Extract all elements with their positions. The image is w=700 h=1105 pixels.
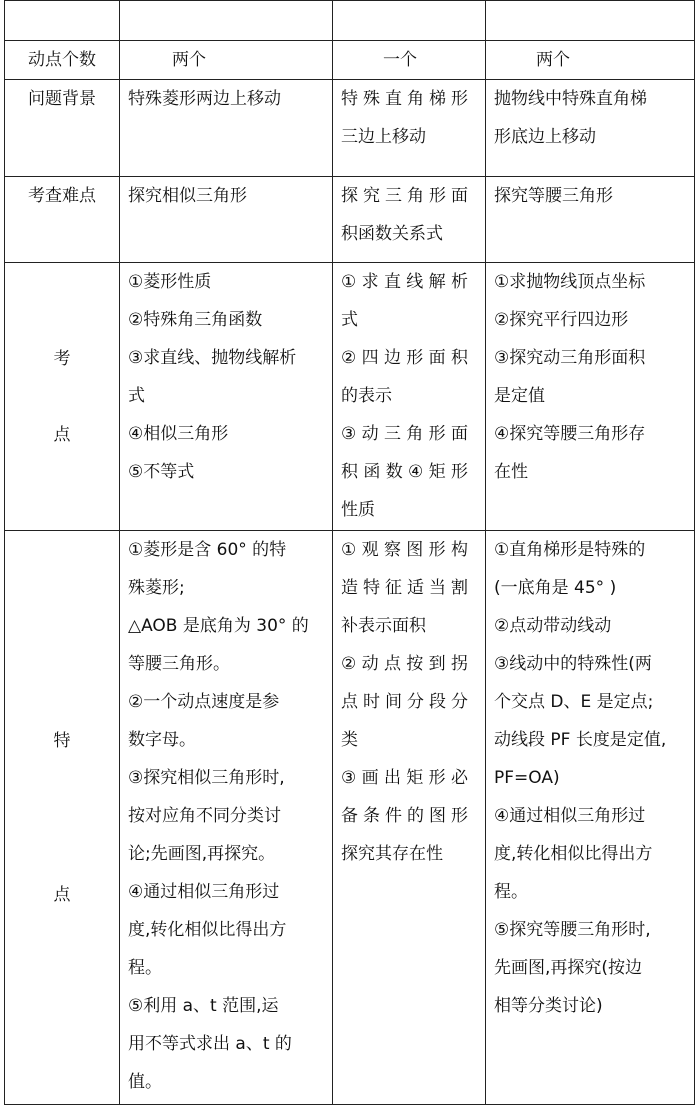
cell-line: 程。 [494,882,528,902]
cell-line: ②一个动点速度是参 [128,692,280,712]
cell-line: 特殊直角梯形 [341,89,468,109]
cell-line: 动线段 PF 长度是定值, [494,730,667,750]
cell-line: 的表示 [341,386,392,406]
cell-line: 特殊菱形两边上移动 [128,89,281,109]
row-header-difficulty: 考查难点 [5,177,120,263]
cell-line: 按对应角不同分类讨 [128,806,281,826]
cell-line: 探究等腰三角形 [494,186,613,206]
table-row-points [5,263,695,531]
cell-line: 用不等式求出 a、t 的 [128,1034,292,1054]
cell-line: 积函数④矩形 [341,462,468,482]
cell-line: ①菱形是含 60° 的特 [128,540,287,560]
cell-line: 类 [341,730,358,750]
cell-line: △AOB 是底角为 30° 的 [128,616,309,636]
cell-line: ③探究动三角形面积 [494,348,646,368]
row-header-char: 考 [53,348,71,369]
row-header-features [5,531,120,1105]
row-header-char: 特 [53,731,71,751]
cell-line: 度,转化相似比得出方 [128,920,287,940]
cell-line: ⑤利用 a、t 范围,运 [128,996,279,1016]
cell-line: ①求抛物线顶点坐标 [494,272,646,292]
cell-line: 一个 [383,50,417,70]
cell-line: 抛物线中特殊直角梯 [494,89,647,109]
cell-line: 积函数关系式 [341,224,443,244]
cell-line: 探究其存在性 [341,844,443,864]
cell-difficulty-col2 [333,177,486,263]
cell-line: 先画图,再探究(按边 [494,958,643,978]
row-header-points [5,263,120,531]
cell-difficulty-col1 [120,177,333,263]
row-header-char: 点 [53,424,71,445]
table-row-features [5,531,695,1105]
cell-line: 度,转化相似比得出方 [494,844,653,864]
cell-line: ③线动中的特殊性(两 [494,654,652,674]
cell-line: ⑤不等式 [128,462,195,482]
cell-line: 探究相似三角形 [128,186,247,206]
cell-features-col3 [486,531,695,1105]
cell-line: ③动三角形面 [341,424,468,444]
cell-top-col1 [120,1,333,41]
cell-background-col2 [333,80,486,177]
cell-line: ④相似三角形 [128,424,229,444]
cell-line: ②点动带动线动 [494,616,612,636]
cell-line: 三边上移动 [341,127,426,147]
cell-points-col1 [120,263,333,531]
cell-background-col1 [120,80,333,177]
cell-top-col3 [486,1,695,41]
cell-line: 探究三角形面 [341,186,468,206]
table-row-count [5,41,695,80]
cell-line: ①求直线解析 [341,272,468,292]
cell-line: 式 [341,310,358,330]
cell-line: ④通过相似三角形过 [494,806,646,826]
cell-points-col3 [486,263,695,531]
cell-line: 形底边上移动 [494,127,596,147]
cell-line: ①观察图形构 [341,540,468,560]
cell-line: ②四边形面积 [341,348,468,368]
cell-top-col2 [333,1,486,41]
cell-line: 程。 [128,958,162,978]
cell-count-col1 [120,41,333,80]
cell-line: ②探究平行四边形 [494,310,629,330]
row-header-count: 动点个数 [5,41,120,80]
table-row-difficulty [5,177,695,263]
cell-line: ④探究等腰三角形存 [494,424,646,444]
cell-count-col3 [486,41,695,80]
cell-line: 数字母。 [128,730,196,750]
cell-line: ③探究相似三角形时, [128,768,285,788]
cell-line: 备条件的图形 [341,806,468,826]
cell-line: 补表示面积 [341,616,426,636]
cell-line: (一底角是 45° ) [494,578,617,598]
cell-line: 个交点 D、E 是定点; [494,692,654,712]
cell-line: 两个 [172,50,206,70]
cell-line: 式 [128,386,145,406]
cell-difficulty-col3 [486,177,695,263]
cell-line: 是定值 [494,386,545,406]
cell-line: 点时间分段分 [341,692,468,712]
row-header-char: 点 [53,885,71,905]
row-header-background: 问题背景 [5,80,120,177]
cell-top-category [5,1,120,41]
cell-line: 殊菱形; [128,578,185,598]
table-row-top [5,1,695,41]
cell-line: 相等分类讨论) [494,996,603,1016]
cell-line: ②动点按到拐 [341,654,468,674]
cell-line: 论;先画图,再探究。 [128,844,276,864]
cell-line: PF=OA) [494,768,560,788]
cell-background-col3 [486,80,695,177]
cell-line: 在性 [494,462,528,482]
cell-line: 两个 [536,50,570,70]
cell-line: ④通过相似三角形过 [128,882,280,902]
cell-features-col2 [333,531,486,1105]
cell-points-col2 [333,263,486,531]
table-row-background [5,80,695,177]
cell-count-col2 [333,41,486,80]
cell-line: 造特征适当割 [341,578,468,598]
cell-line: ①直角梯形是特殊的 [494,540,646,560]
cell-line: ②特殊角三角函数 [128,310,263,330]
cell-line: ①菱形性质 [128,272,212,292]
cell-line: 值。 [128,1072,162,1092]
cell-line: 性质 [341,500,375,520]
cell-line: ③画出矩形必 [341,768,468,788]
summary-table [4,0,695,1105]
cell-line: ⑤探究等腰三角形时, [494,920,651,940]
cell-line: 等腰三角形。 [128,654,230,674]
cell-features-col1 [120,531,333,1105]
cell-line: ③求直线、抛物线解析 [128,348,297,368]
